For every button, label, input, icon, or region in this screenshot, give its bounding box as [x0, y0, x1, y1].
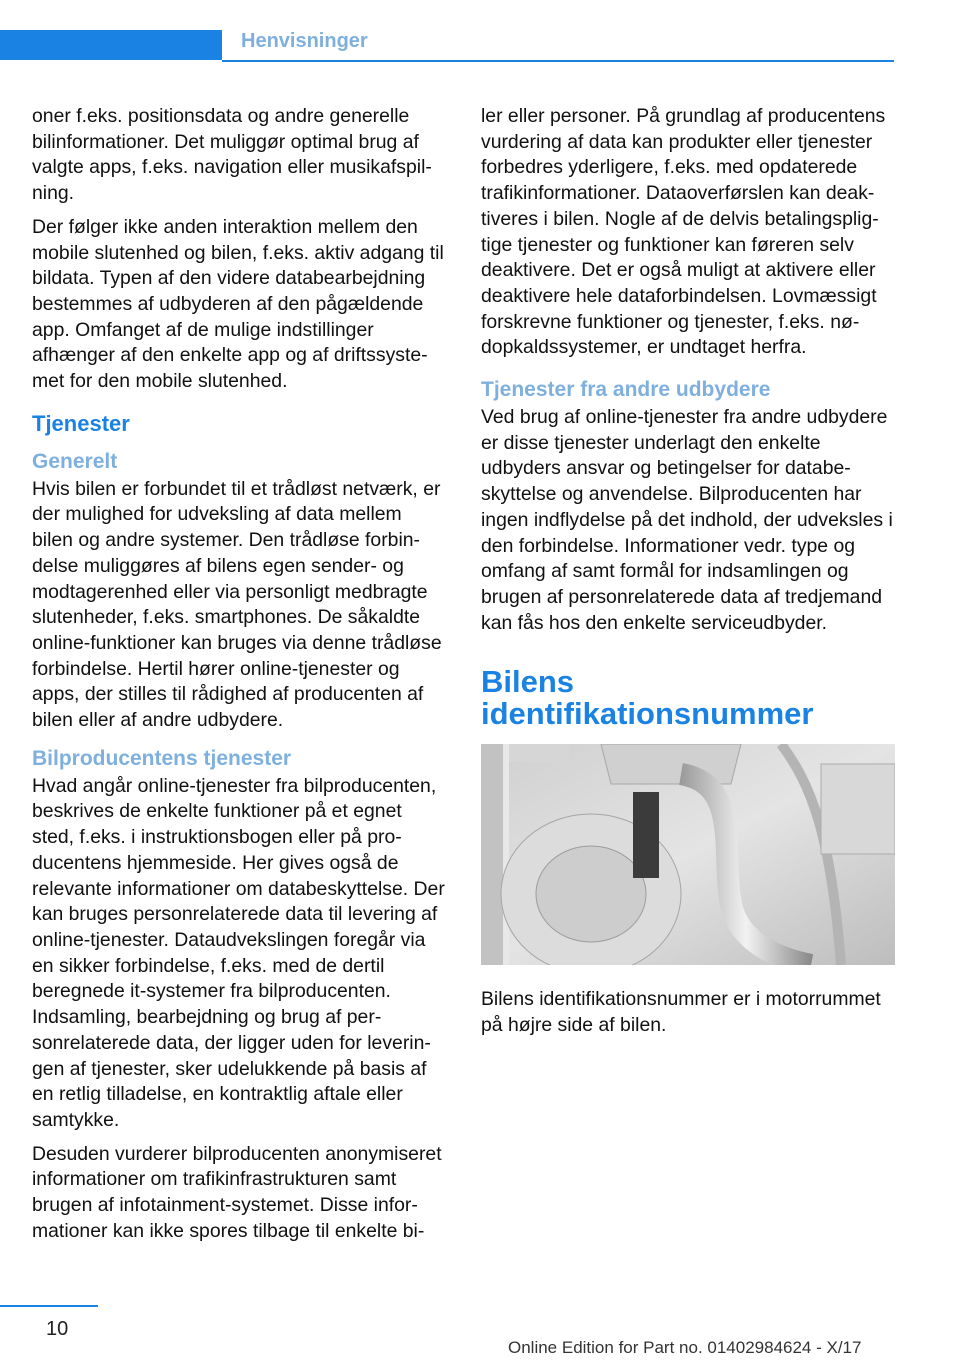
- paragraph: Ved brug af online-tjenester fra andre udbydere er disse tjenester underlagt den enkelte udbyders ansvar og betingelser for databeskyttelse og anvendelse. Bilproducenten har ingen indflydelse på det indhold, der udveksles i den forbindelse. Informationer vedr. type og omfang af samt formål for indsamlingen og brugen af personrelaterede data af tredjemand kan fås hos den enkelte serviceudbyder.: [481, 406, 893, 634]
- heading-vin-line-1: Bilens: [481, 664, 575, 700]
- heading-tjenester: Tjenester: [32, 410, 130, 436]
- paragraph: Hvis bilen er forbundet til et trådløst netværk, er der mulighed for udveksling af data mellem bilen og andre systemer. Den trådløse forbindelse muliggøres af bilens egen sender- og modtagerenhed eller via personligt medbragte slutenheder, f.eks. smartphones. De såkaldte online-funktioner kan bruges via denne trådløse forbindelse. Hertil hører online-tjenester og apps, der stilles til rådighed af producenten af bilen eller af andre udbydere.: [32, 477, 442, 732]
- paragraph: Der følger ikke anden interaktion mellem den mobile slutenhed og bilen, f.eks. aktiv adgang til bildata. Typen af den videre databearbejdning bestemmes af udbyderen af den pågældende app. Omfanget af de mulige indstillinger afhænger af den enkelte app og af driftssystemet for den mobile slutenhed.: [32, 215, 444, 393]
- heading-vin-line-2: identifikationsnummer: [481, 696, 814, 732]
- subheading-tjenester-fra-andre-udbydere: Tjenester fra andre udbydere: [481, 378, 771, 402]
- footer-rule: [0, 1305, 98, 1307]
- section-title: Henvisninger: [241, 30, 368, 52]
- header-accent-bar: [0, 30, 222, 60]
- engine-bay-photo: [481, 744, 895, 965]
- paragraph: Hvad angår online-tjenester fra bilproducenten, beskrives de enkelte funktioner på et egnet sted, f.eks. i instruktionsbogen eller på producentens hjemmeside. Her gives også de relevante informationer om databeskyttelse. Der kan bruges personrelaterede data til levering af online-tjenester. Dataudvekslingen foregår via en sikker forbindelse, f.eks. med de dertil beregnede it-systemer fra bilproducenten. Indsamling, bearbejdning og brug af personrelaterede data, der ligger uden for leveringen af tjenester, sker udelukkende på basis af en retlig tilladelse, en kontraktlig aftale eller samtykke.: [32, 774, 445, 1131]
- heading-vin: [481, 666, 897, 730]
- subheading-bilproducentens-tjenester: Bilproducentens tjenester: [32, 746, 292, 770]
- paragraph: Bilens identifikationsnummer er i motorrummet på højre side af bilen.: [481, 988, 881, 1037]
- header-rule: [222, 60, 894, 62]
- vin-plate-marker: [633, 792, 659, 878]
- subheading-generelt: Generelt: [32, 449, 118, 473]
- paragraph: oner f.eks. positionsdata og andre generelle bilinformationer. Det muliggør optimal brug af valgte apps, f.eks. navigation eller musikafspilning.: [32, 105, 432, 205]
- left-column: [32, 104, 447, 1244]
- page-number: 10: [46, 1318, 69, 1340]
- edition-footer: Online Edition for Part no. 01402984624 - X/17: [508, 1338, 862, 1357]
- right-column: [481, 104, 897, 1047]
- paragraph: ler eller personer. På grundlag af producentens vurdering af data kan produkter eller tjenester forbedres yderligere, f.eks. med opdaterede trafikinformationer. Dataoverførslen kan deaktiveres i bilen. Nogle af de delvis betalingspligtige tjenester og funktioner kan føreren selv deaktivere. Det er også muligt at aktivere eller deaktivere hele dataforbindelsen. Lovmæssigt forskrevne funktioner og tjenester, f.eks. nødopkaldssystemer, er undtaget herfra.: [481, 105, 886, 359]
- paragraph: Desuden vurderer bilproducenten anonymiseret informationer om trafikinfrastrukturen samt brugen af infotainment-systemet. Disse informationer kan ikke spores tilbage til enkelte bi-: [32, 1142, 442, 1242]
